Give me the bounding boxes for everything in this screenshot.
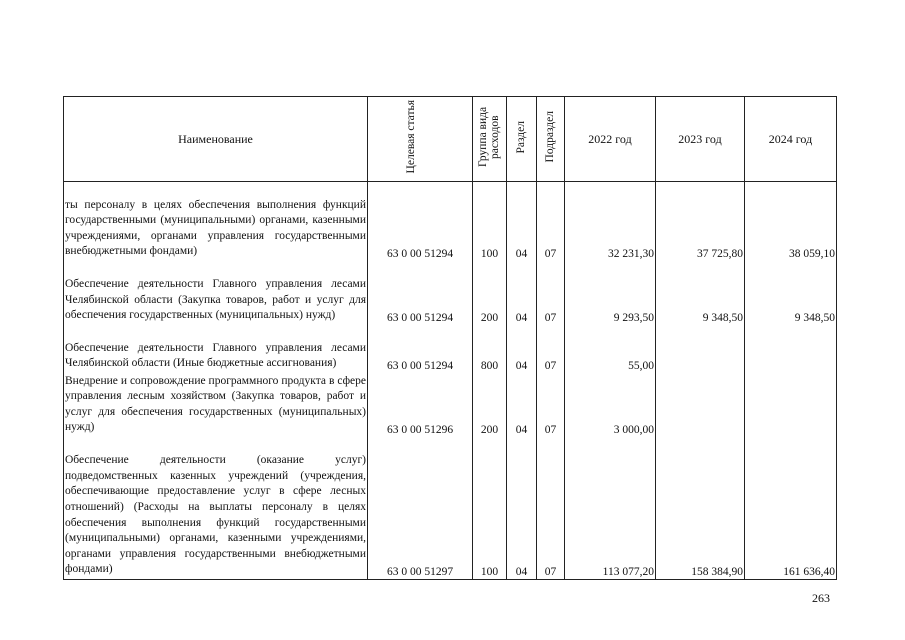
budget-table [63, 96, 837, 580]
row-value-2023 [656, 325, 745, 373]
table-header-row [64, 97, 837, 182]
row-value-2022: 55,00 [565, 325, 656, 373]
row-subsection: 07 [537, 261, 565, 325]
row-group: 200 [473, 261, 507, 325]
header-name: Наименование [64, 97, 368, 182]
row-value-2023: 9 348,50 [656, 261, 745, 325]
row-name-text: ты персоналу в целях обеспечения выполнения функций государственными (муниципальными) органами, казенными учреждениями, органами управления государственными внебюджетными фондами) [65, 198, 366, 258]
row-value-2022: 113 077,20 [565, 437, 656, 580]
row-value-2023: 37 725,80 [656, 182, 745, 262]
header-section-label: Раздел [515, 120, 528, 154]
row-target: 63 0 00 51294 [368, 325, 473, 373]
page-number: 263 [812, 591, 830, 605]
header-expense-group [473, 97, 507, 182]
table-row [64, 325, 837, 373]
row-subsection: 07 [537, 182, 565, 262]
table-row [64, 437, 837, 580]
header-year-2023: 2023 год [656, 97, 745, 182]
row-name [64, 373, 368, 437]
row-target: 63 0 00 51297 [368, 437, 473, 580]
table-row [64, 182, 837, 262]
row-name-text: Обеспечение деятельности (оказание услуг) подведомственных казенных учреждений (учреждения, обеспечивающие предоставление услуг в сфере лесных отношений) (Расходы на выплаты персоналу в целях обеспечения выполнения функций государственными (муниципальными) органами, казенными учреждениями, органами управления государственными внебюджетными фондами) [65, 454, 366, 576]
header-year-2024: 2024 год [745, 97, 837, 182]
row-value-2022: 32 231,30 [565, 182, 656, 262]
row-value-2023 [656, 373, 745, 437]
row-value-2024 [745, 325, 837, 373]
row-subsection: 07 [537, 373, 565, 437]
row-name [64, 261, 368, 325]
row-subsection: 07 [537, 325, 565, 373]
header-group-label: Группа вида расходов [476, 106, 501, 168]
row-group: 100 [473, 437, 507, 580]
row-name-text: Обеспечение деятельности Главного управления лесами Челябинской области (Закупка товаров, работ и услуг для обеспечения государственных (муниципальных) нужд) [65, 278, 366, 322]
row-name [64, 437, 368, 580]
row-target: 63 0 00 51296 [368, 373, 473, 437]
row-section: 04 [507, 325, 537, 373]
row-name-text: Внедрение и сопровождение программного продукта в сфере управления лесным хозяйством (Закупка товаров, работ и услуг для обеспечения государственных (муниципальных) нужд) [65, 374, 366, 434]
row-value-2023: 158 384,90 [656, 437, 745, 580]
row-name [64, 182, 368, 262]
row-group: 200 [473, 373, 507, 437]
row-target: 63 0 00 51294 [368, 261, 473, 325]
row-section: 04 [507, 182, 537, 262]
row-group: 100 [473, 182, 507, 262]
header-year-2022: 2022 год [565, 97, 656, 182]
row-target: 63 0 00 51294 [368, 182, 473, 262]
row-section: 04 [507, 261, 537, 325]
row-value-2024: 9 348,50 [745, 261, 837, 325]
row-value-2022: 3 000,00 [565, 373, 656, 437]
header-target-label: Целевая статья [405, 100, 417, 174]
header-section [507, 97, 537, 182]
row-name [64, 325, 368, 373]
row-value-2024: 38 059,10 [745, 182, 837, 262]
row-name-text: Обеспечение деятельности Главного управления лесами Челябинской области (Иные бюджетные ассигнования) [65, 341, 366, 370]
table-row [64, 261, 837, 325]
row-subsection: 07 [537, 437, 565, 580]
row-value-2024 [745, 373, 837, 437]
row-group: 800 [473, 325, 507, 373]
row-section: 04 [507, 437, 537, 580]
header-target-article [368, 97, 473, 182]
header-subsection [537, 97, 565, 182]
row-value-2022: 9 293,50 [565, 261, 656, 325]
row-value-2024: 161 636,40 [745, 437, 837, 580]
row-section: 04 [507, 373, 537, 437]
table-row [64, 373, 837, 437]
header-subsection-label: Подраздел [544, 111, 557, 163]
